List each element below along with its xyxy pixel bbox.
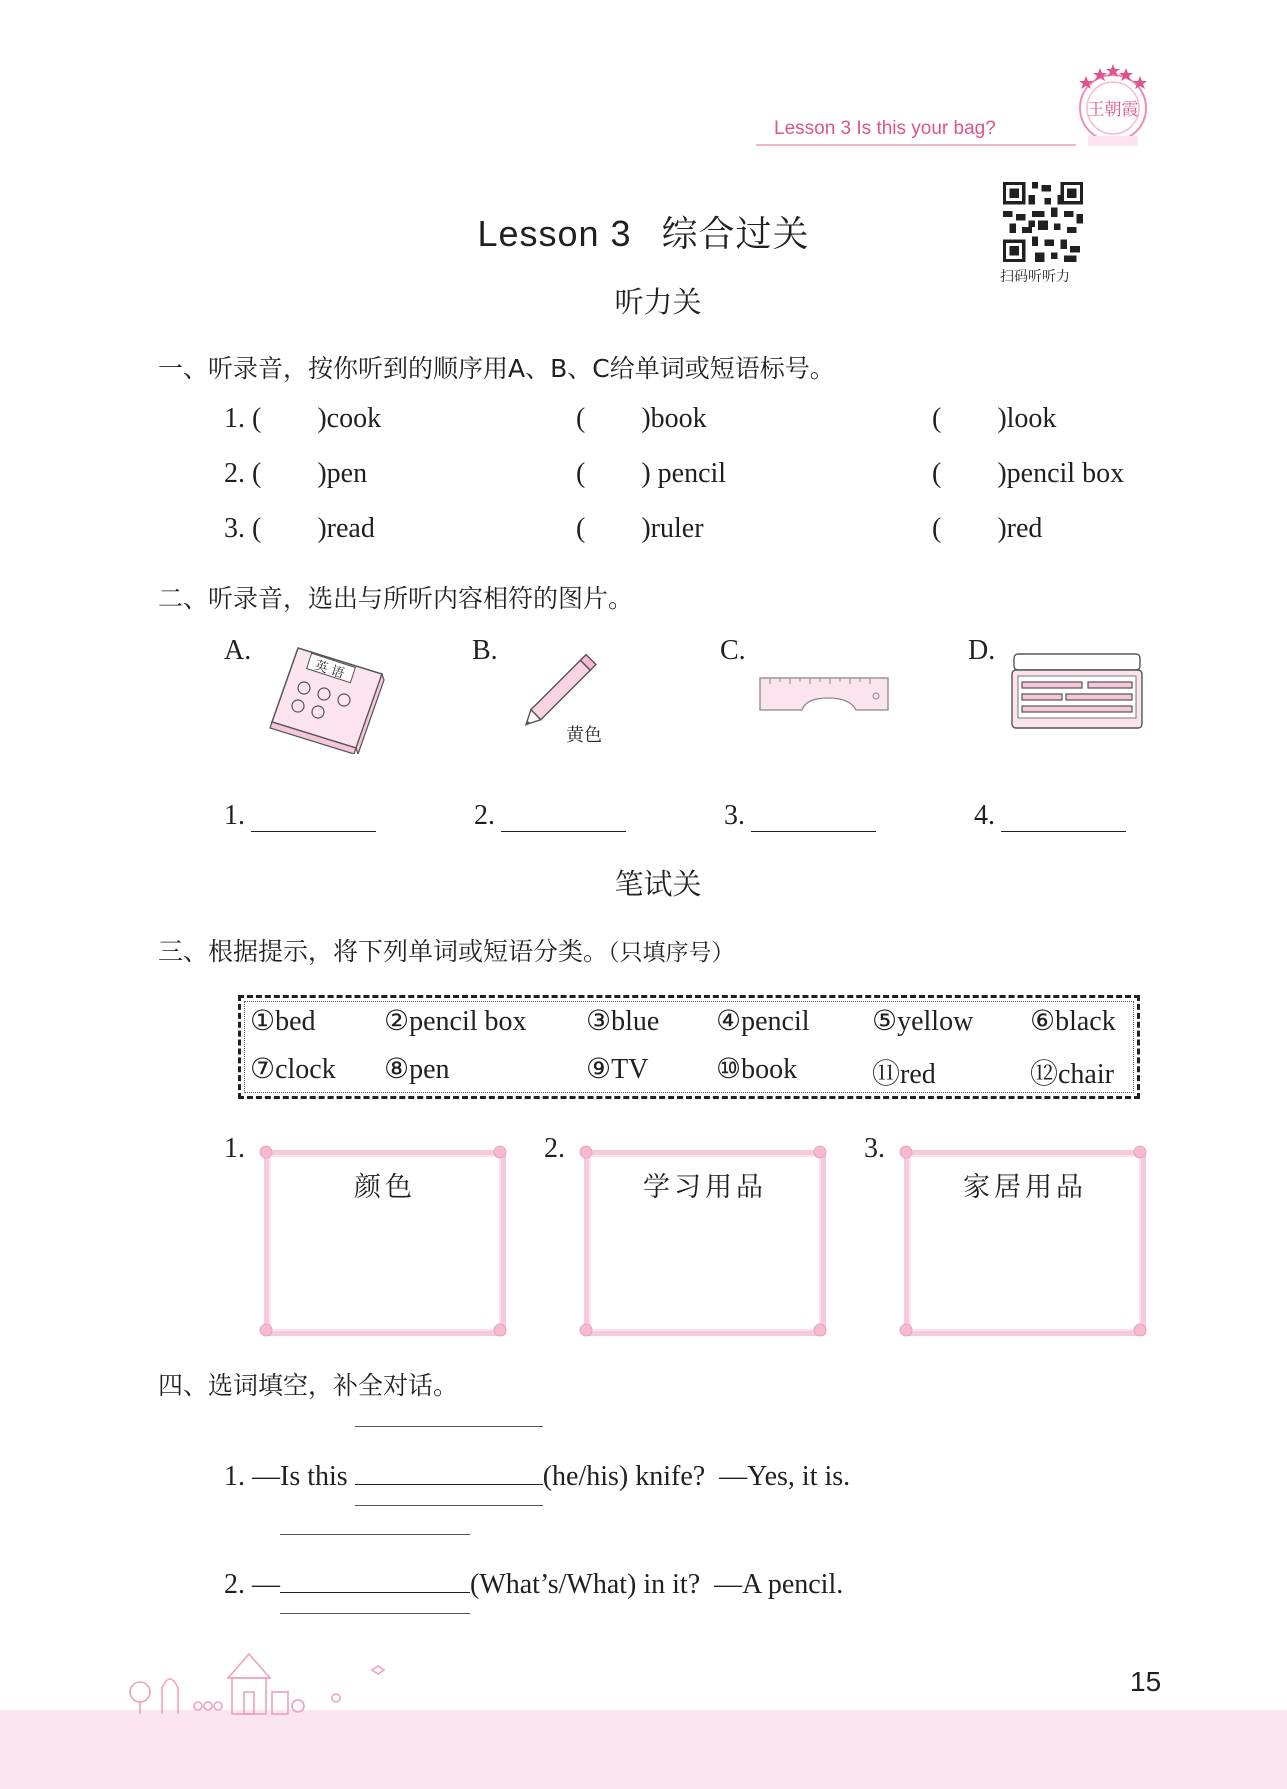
q3-note: （只填序号） [608,940,735,966]
answer-num: 2. [474,800,495,831]
q3-title-text: 三、根据提示，将下列单词或短语分类。 [158,937,609,966]
page-title [0,206,1287,257]
pencil-icon[interactable] [512,640,612,750]
book-cover-text: 英 语 [312,658,346,682]
word-item: ⑫chair [1030,1059,1114,1090]
q1-row-num: 3. [224,513,245,544]
category-label: 家居用品 [963,1172,1087,1203]
picture-answer-3[interactable] [724,800,876,832]
svg-text:王朝霞: 王朝霞 [1087,100,1139,120]
picture-label-b: B. [472,635,498,666]
fill-blank-2[interactable] [280,1562,470,1593]
answer-blank[interactable] [251,803,376,832]
q1-option: ruler [650,513,704,544]
publisher-logo-icon [1072,60,1154,152]
word-item: ④pencil [716,1006,810,1037]
dialog-line-2 [224,1562,843,1601]
word-item: ②pencil box [384,1006,527,1037]
word-item: ⑨TV [586,1054,649,1085]
q1-row-3-b: ( )ruler [576,513,704,544]
picture-label-d: D. [968,635,996,666]
castle-decoration-icon [122,1648,402,1718]
answer-blank[interactable] [751,803,876,832]
page-number: 15 [1130,1666,1162,1697]
word-item: ①bed [250,1006,316,1037]
word-item: ⑥black [1030,1006,1116,1037]
q1-option: read [326,513,375,544]
q1-row-1-c: ( )look [932,403,1057,434]
book-icon[interactable] [268,644,386,754]
answer-num: 1. [224,800,245,831]
qr-label: 扫码听听力 [1000,269,1070,285]
word-item: ⑦clock [250,1054,336,1085]
dialog-prefix: 1. —Is this [224,1461,355,1492]
category-num: 3. [864,1133,885,1164]
dialog-suffix: (What’s/What) in it? —A pencil. [470,1569,844,1600]
q1-row-2-b: ( ) pencil [576,458,727,489]
question-4-title: 四、选词填空，补全对话。 [158,1371,459,1400]
word-item: ③blue [586,1006,660,1037]
word-item: ⑪red [872,1059,936,1090]
answer-num: 4. [974,800,995,831]
q1-option: red [1006,513,1043,544]
question-2-title: 二、听录音，选出与所听内容相符的图片。 [158,584,634,613]
q1-row-1-a: 1. ( )cook [224,403,382,434]
question-3-title [158,932,735,968]
writing-heading: 笔试关 [614,867,702,901]
answer-blank[interactable] [1001,803,1126,832]
q1-row-1-b: ( )book [576,403,707,434]
q1-row-3-c: ( )red [932,513,1043,544]
q1-option: pencil box [1006,458,1125,489]
picture-answer-2[interactable] [474,800,626,832]
q1-option: cook [326,403,382,434]
footer-band [0,1710,1287,1789]
word-item: ⑩book [716,1054,798,1085]
word-bank-box [238,995,1140,1099]
word-item: ⑤yellow [872,1006,974,1037]
q1-row-3-a: 3. ( )read [224,513,375,544]
picture-answer-1[interactable] [224,800,376,832]
running-header: Lesson 3 Is this your bag? [774,118,996,139]
title-lesson: Lesson 3 [477,213,632,254]
answer-blank[interactable] [501,803,626,832]
ruler-icon[interactable] [756,672,890,716]
fill-blank-1[interactable] [355,1454,543,1485]
q1-row-2-c: ( )pencil box [932,458,1125,489]
q1-option: look [1006,403,1057,434]
title-subtitle: 综合过关 [661,214,810,255]
category-label: 学习用品 [643,1172,767,1203]
pencil-box-icon[interactable] [1008,650,1148,740]
picture-answer-4[interactable] [974,800,1126,832]
dialog-line-1 [224,1454,850,1493]
pencil-color-label: 黄色 [566,725,602,746]
answer-num: 3. [724,800,745,831]
category-label: 颜色 [354,1172,416,1203]
q1-row-2-a: 2. ( )pen [224,458,368,489]
q1-row-num: 1. [224,403,245,434]
dialog-prefix: 2. — [224,1569,280,1600]
listening-heading: 听力关 [614,285,702,319]
picture-label-c: C. [720,635,746,666]
q1-option: book [650,403,707,434]
frame-flower-decoration-icon [258,1144,1154,1340]
category-num: 2. [544,1133,565,1164]
header-divider [756,144,1076,146]
category-num: 1. [224,1133,245,1164]
question-1-title: 一、听录音，按你听到的顺序用A、B、C给单词或短语标号。 [158,354,835,383]
picture-label-a: A. [224,635,252,666]
dialog-suffix: (he/his) knife? —Yes, it is. [542,1461,851,1492]
q1-option: pen [326,458,368,489]
word-item: ⑧pen [384,1054,450,1085]
qr-code-icon[interactable] [1003,182,1083,262]
q1-option: pencil [650,458,727,489]
q1-row-num: 2. [224,458,245,489]
